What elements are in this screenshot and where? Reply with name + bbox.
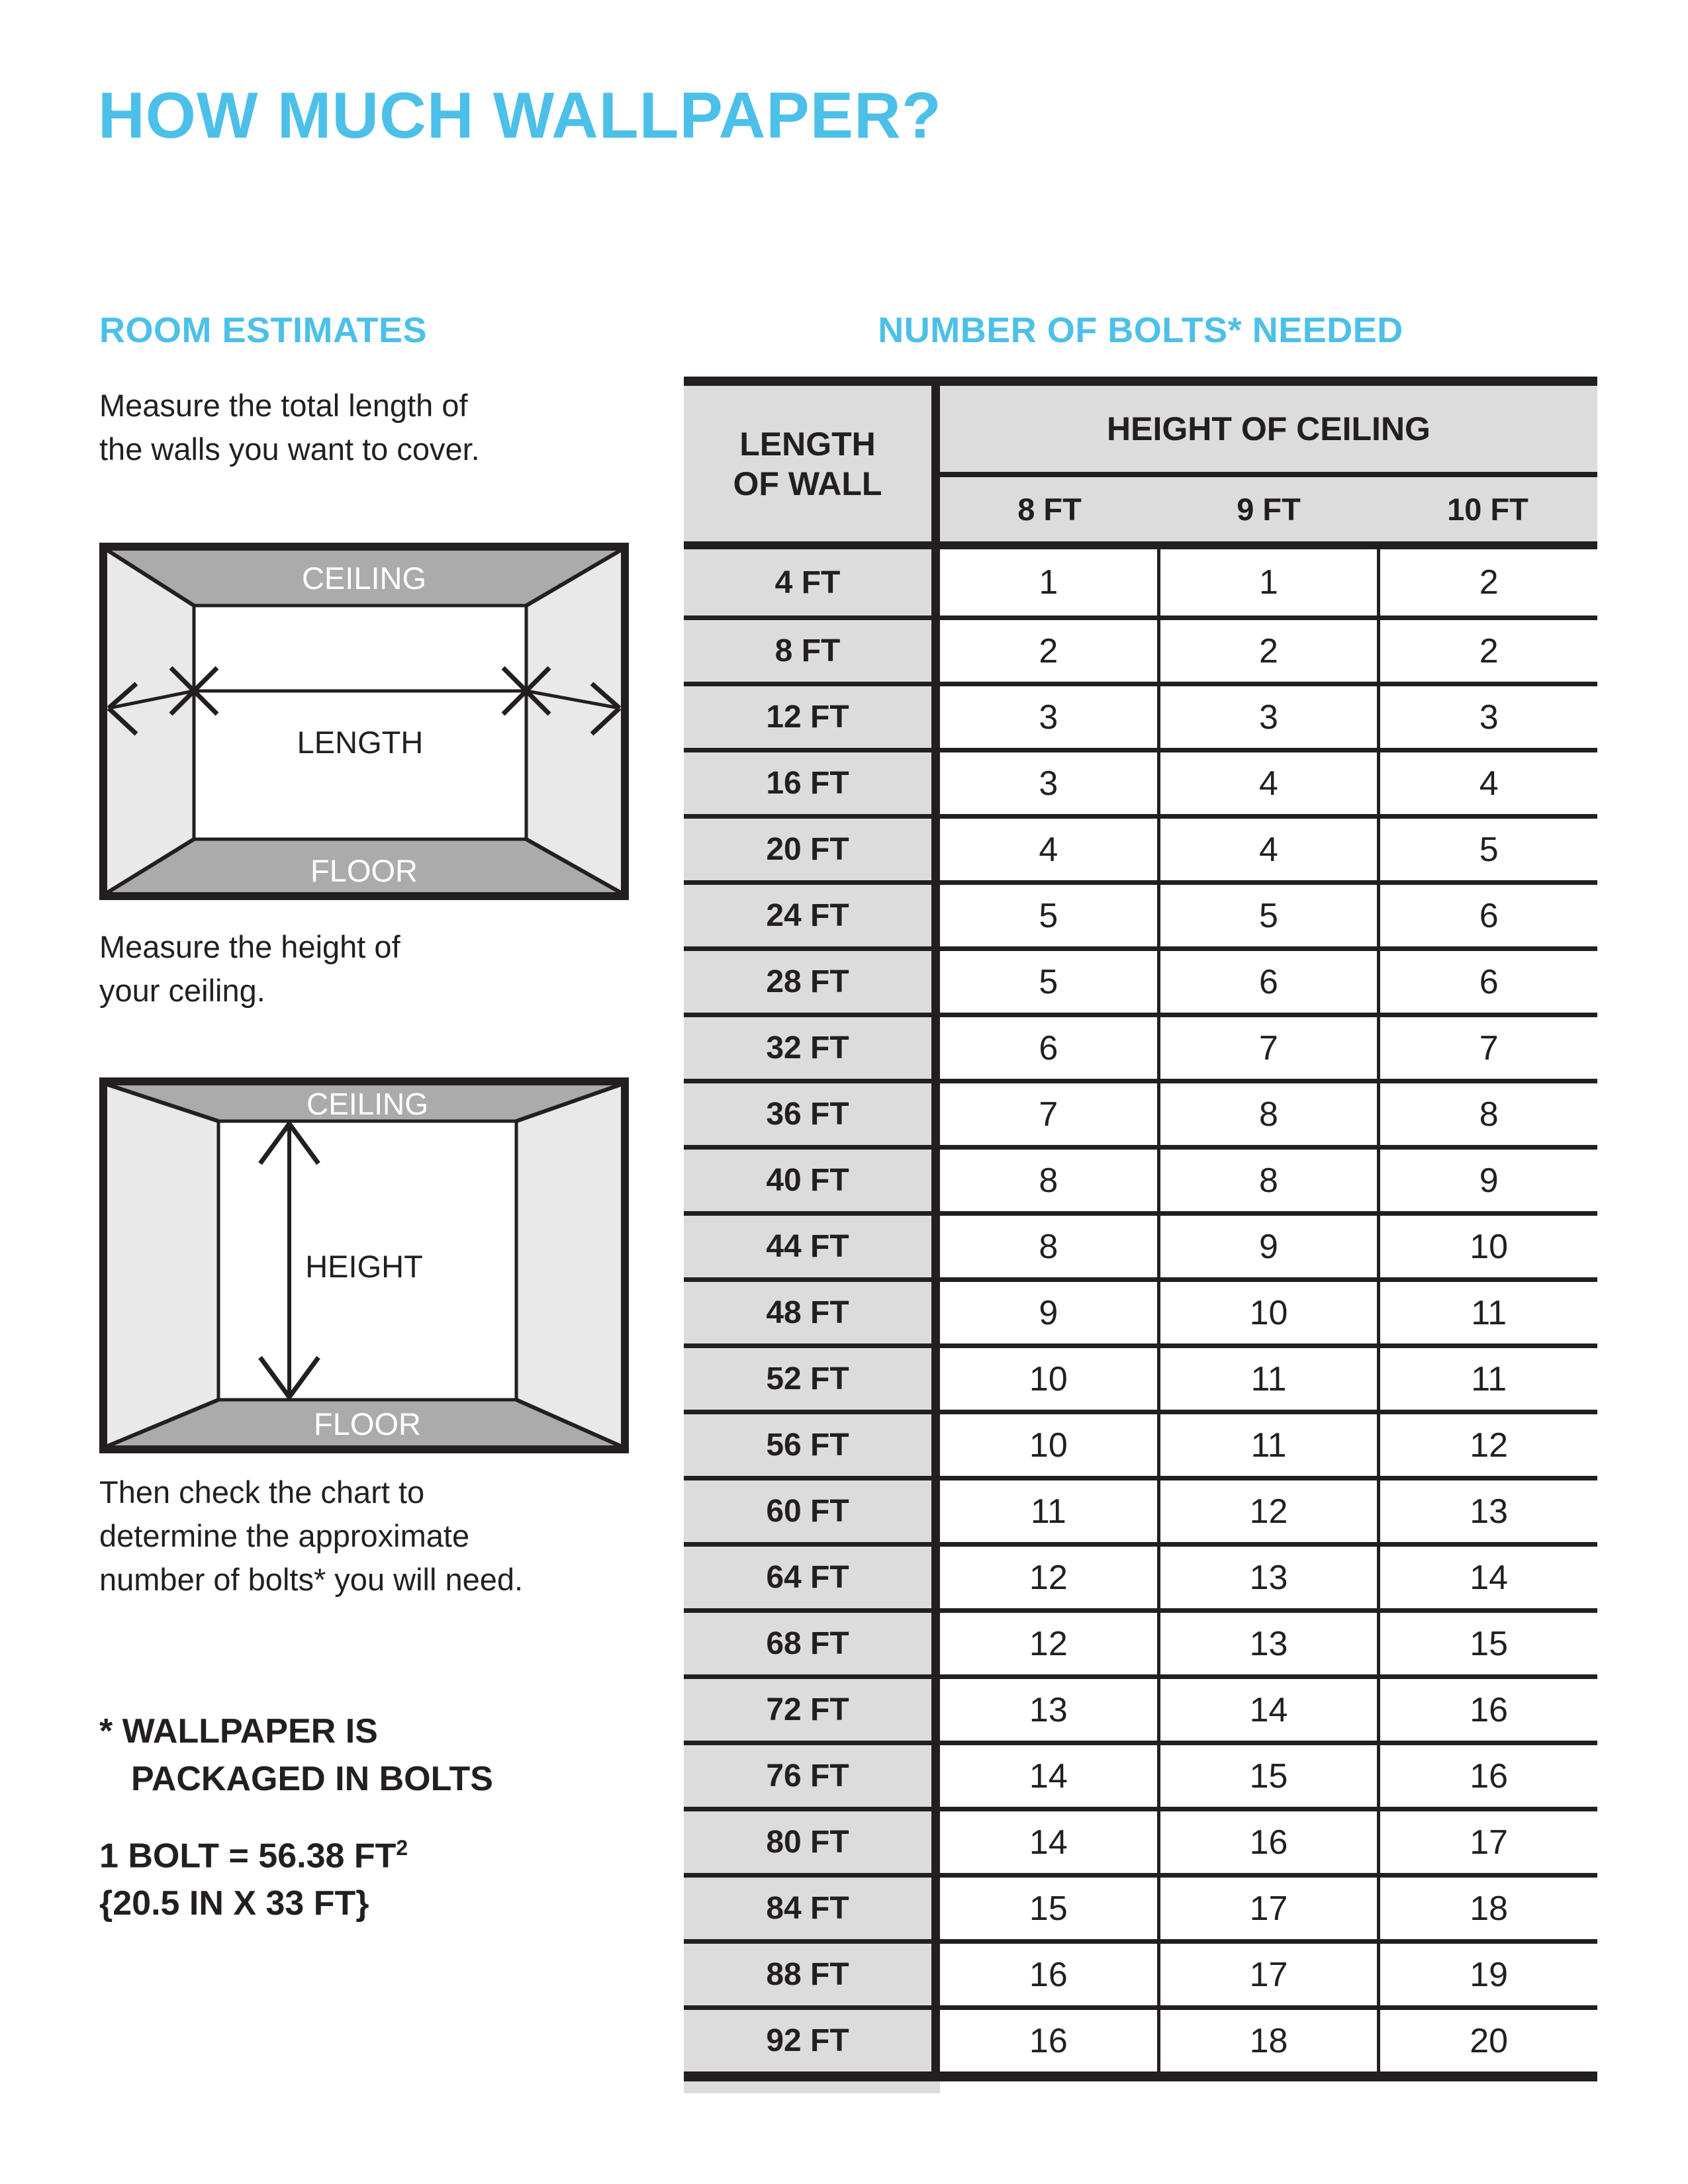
table-row bbox=[684, 615, 1597, 682]
row-label: 12 FT bbox=[684, 686, 940, 748]
table-row bbox=[684, 748, 1597, 814]
row-label: 8 FT bbox=[684, 620, 940, 682]
value-10ft: 11 bbox=[1380, 1282, 1597, 1343]
value-9ft: 17 bbox=[1160, 1878, 1381, 1939]
room-length-diagram bbox=[99, 543, 629, 900]
table-row bbox=[684, 1277, 1597, 1343]
value-8ft: 5 bbox=[940, 951, 1160, 1013]
value-10ft: 14 bbox=[1380, 1547, 1597, 1608]
value-9ft: 17 bbox=[1160, 1944, 1381, 2005]
bolt-equation: 1 BOLT = 56.38 $FT^2$ bbox=[99, 1836, 408, 1876]
row-header-line2: OF WALL bbox=[733, 465, 882, 502]
length-label: LENGTH bbox=[297, 725, 424, 760]
value-8ft: 14 bbox=[940, 1745, 1160, 1807]
value-8ft: 6 bbox=[940, 1017, 1160, 1079]
row-label: 84 FT bbox=[684, 1878, 940, 1939]
value-9ft: 8 bbox=[1160, 1150, 1381, 1211]
value-9ft: 11 bbox=[1160, 1414, 1381, 1476]
value-9ft: 13 bbox=[1160, 1613, 1381, 1674]
step2-line2: your ceiling. bbox=[99, 973, 265, 1008]
value-9ft: 15 bbox=[1160, 1745, 1381, 1807]
value-8ft: 16 bbox=[940, 1944, 1160, 2005]
table-row bbox=[684, 682, 1597, 748]
value-8ft: 13 bbox=[940, 1679, 1160, 1741]
row-header-line1: LENGTH bbox=[739, 425, 876, 463]
value-9ft: 11 bbox=[1160, 1348, 1381, 1410]
table-row bbox=[684, 1674, 1597, 1741]
value-10ft: 6 bbox=[1380, 885, 1597, 946]
row-label: 64 FT bbox=[684, 1547, 940, 1608]
header-divider-bar bbox=[684, 541, 1597, 549]
bolt-table-rows bbox=[684, 549, 1597, 2071]
value-8ft: 10 bbox=[940, 1414, 1160, 1476]
value-10ft: 20 bbox=[1380, 2010, 1597, 2071]
value-9ft: 10 bbox=[1160, 1282, 1381, 1343]
row-label: 4 FT bbox=[684, 549, 940, 615]
value-10ft: 9 bbox=[1380, 1150, 1597, 1211]
ceiling-label: CEILING bbox=[301, 561, 427, 596]
page-title: HOW MUCH WALLPAPER? bbox=[98, 79, 942, 152]
value-10ft: 7 bbox=[1380, 1017, 1597, 1079]
table-row bbox=[684, 1939, 1597, 2005]
step1-line2: the walls you want to cover. bbox=[99, 432, 480, 467]
table-row bbox=[684, 1873, 1597, 1939]
back-wall bbox=[194, 606, 526, 839]
row-label: 56 FT bbox=[684, 1414, 940, 1476]
value-8ft: 5 bbox=[940, 885, 1160, 946]
table-row bbox=[684, 946, 1597, 1013]
value-10ft: 6 bbox=[1380, 951, 1597, 1013]
step1-line1: Measure the total length of bbox=[99, 388, 468, 423]
value-10ft: 15 bbox=[1380, 1613, 1597, 1674]
value-9ft: 5 bbox=[1160, 885, 1381, 946]
height-label: HEIGHT bbox=[305, 1249, 423, 1284]
row-label: 32 FT bbox=[684, 1017, 940, 1079]
value-10ft: 4 bbox=[1380, 752, 1597, 814]
value-8ft: 3 bbox=[940, 752, 1160, 814]
footnote-line1: * WALLPAPER IS bbox=[99, 1712, 378, 1751]
value-10ft: 11 bbox=[1380, 1348, 1597, 1410]
table-row bbox=[684, 1211, 1597, 1277]
value-10ft: 3 bbox=[1380, 686, 1597, 748]
bolt-table bbox=[684, 377, 1597, 2093]
column-header-10ft: 10 FT bbox=[1447, 492, 1528, 527]
row-label: 16 FT bbox=[684, 752, 940, 814]
value-10ft: 2 bbox=[1380, 620, 1597, 682]
value-8ft: 12 bbox=[940, 1547, 1160, 1608]
value-9ft: 6 bbox=[1160, 951, 1381, 1013]
step1-text bbox=[99, 384, 480, 471]
value-8ft: 12 bbox=[940, 1613, 1160, 1674]
value-9ft: 8 bbox=[1160, 1083, 1381, 1145]
value-8ft: 3 bbox=[940, 686, 1160, 748]
bolts-needed-heading: NUMBER OF BOLTS* NEEDED bbox=[878, 310, 1403, 350]
table-row bbox=[684, 1013, 1597, 1079]
step3-line1: Then check the chart to bbox=[99, 1475, 425, 1510]
table-row bbox=[684, 1343, 1597, 1410]
row-label: 76 FT bbox=[684, 1745, 940, 1807]
value-9ft: 16 bbox=[1160, 1811, 1381, 1873]
row-label: 40 FT bbox=[684, 1150, 940, 1211]
value-10ft: 8 bbox=[1380, 1083, 1597, 1145]
value-9ft: 13 bbox=[1160, 1547, 1381, 1608]
value-10ft: 12 bbox=[1380, 1414, 1597, 1476]
room-estimates-heading: ROOM ESTIMATES bbox=[99, 310, 428, 350]
table-row bbox=[684, 814, 1597, 880]
row-label: 60 FT bbox=[684, 1480, 940, 1542]
value-8ft: 10 bbox=[940, 1348, 1160, 1410]
value-8ft: 9 bbox=[940, 1282, 1160, 1343]
bolt-spec bbox=[99, 1824, 408, 1927]
value-10ft: 2 bbox=[1380, 549, 1597, 615]
bolt-dimensions: {20.5 IN X 33 FT} bbox=[99, 1884, 369, 1923]
value-10ft: 13 bbox=[1380, 1480, 1597, 1542]
table-row bbox=[684, 549, 1597, 615]
value-10ft: 17 bbox=[1380, 1811, 1597, 1873]
step3-line2: determine the approximate bbox=[99, 1518, 470, 1553]
value-10ft: 16 bbox=[1380, 1745, 1597, 1807]
value-9ft: 9 bbox=[1160, 1216, 1381, 1277]
column-header-area bbox=[940, 386, 1597, 541]
value-9ft: 2 bbox=[1160, 620, 1381, 682]
table-row bbox=[684, 2005, 1597, 2071]
step2-line1: Measure the height of bbox=[99, 929, 400, 964]
table-header bbox=[684, 386, 1597, 541]
value-8ft: 11 bbox=[940, 1480, 1160, 1542]
row-label: 24 FT bbox=[684, 885, 940, 946]
row-label: 88 FT bbox=[684, 1944, 940, 2005]
row-label: 48 FT bbox=[684, 1282, 940, 1343]
step2-text bbox=[99, 925, 400, 1013]
row-header-cell bbox=[684, 386, 940, 541]
value-9ft: 4 bbox=[1160, 819, 1381, 880]
floor-label: FLOOR bbox=[310, 853, 418, 888]
value-10ft: 18 bbox=[1380, 1878, 1597, 1939]
table-row bbox=[684, 880, 1597, 946]
value-10ft: 10 bbox=[1380, 1216, 1597, 1277]
value-8ft: 15 bbox=[940, 1878, 1160, 1939]
value-8ft: 16 bbox=[940, 2010, 1160, 2071]
footnote-line2: PACKAGED IN BOLTS bbox=[131, 1760, 493, 1798]
table-row bbox=[684, 1410, 1597, 1476]
table-left-column-stub bbox=[684, 2081, 940, 2093]
wallpaper-footnote bbox=[99, 1707, 493, 1803]
column-headers-row bbox=[940, 477, 1597, 541]
row-label: 36 FT bbox=[684, 1083, 940, 1145]
value-8ft: 8 bbox=[940, 1216, 1160, 1277]
table-row bbox=[684, 1608, 1597, 1674]
row-label: 80 FT bbox=[684, 1811, 940, 1873]
column-header-9ft: 9 FT bbox=[1237, 492, 1301, 527]
value-8ft: 2 bbox=[940, 620, 1160, 682]
step3-line3: number of bolts* you will need. bbox=[99, 1562, 524, 1597]
value-9ft: 4 bbox=[1160, 752, 1381, 814]
row-label: 92 FT bbox=[684, 2010, 940, 2071]
floor-label: FLOOR bbox=[314, 1406, 421, 1441]
row-label: 52 FT bbox=[684, 1348, 940, 1410]
row-label: 28 FT bbox=[684, 951, 940, 1013]
table-row bbox=[684, 1145, 1597, 1211]
step3-text bbox=[99, 1471, 523, 1602]
value-9ft: 12 bbox=[1160, 1480, 1381, 1542]
value-8ft: 7 bbox=[940, 1083, 1160, 1145]
value-9ft: 1 bbox=[1160, 549, 1381, 615]
value-8ft: 8 bbox=[940, 1150, 1160, 1211]
table-row bbox=[684, 1476, 1597, 1542]
table-bottom-bar bbox=[684, 2071, 1597, 2081]
value-8ft: 14 bbox=[940, 1811, 1160, 1873]
value-9ft: 7 bbox=[1160, 1017, 1381, 1079]
table-top-bar bbox=[684, 377, 1597, 386]
room-height-diagram bbox=[99, 1077, 629, 1453]
row-label: 72 FT bbox=[684, 1679, 940, 1741]
value-10ft: 16 bbox=[1380, 1679, 1597, 1741]
value-10ft: 5 bbox=[1380, 819, 1597, 880]
table-row bbox=[684, 1542, 1597, 1608]
row-label: 68 FT bbox=[684, 1613, 940, 1674]
value-9ft: 18 bbox=[1160, 2010, 1381, 2071]
value-8ft: 4 bbox=[940, 819, 1160, 880]
row-label: 44 FT bbox=[684, 1216, 940, 1277]
table-row bbox=[684, 1807, 1597, 1873]
ceiling-label: CEILING bbox=[306, 1087, 429, 1121]
table-row bbox=[684, 1079, 1597, 1145]
row-label: 20 FT bbox=[684, 819, 940, 880]
group-header-cell: HEIGHT OF CEILING bbox=[940, 386, 1597, 477]
bolt-exponent: 2 bbox=[396, 1836, 408, 1860]
value-10ft: 19 bbox=[1380, 1944, 1597, 2005]
value-9ft: 3 bbox=[1160, 686, 1381, 748]
value-9ft: 14 bbox=[1160, 1679, 1381, 1741]
value-8ft: 1 bbox=[940, 549, 1160, 615]
table-row bbox=[684, 1741, 1597, 1807]
column-header-8ft: 8 FT bbox=[1017, 492, 1082, 527]
